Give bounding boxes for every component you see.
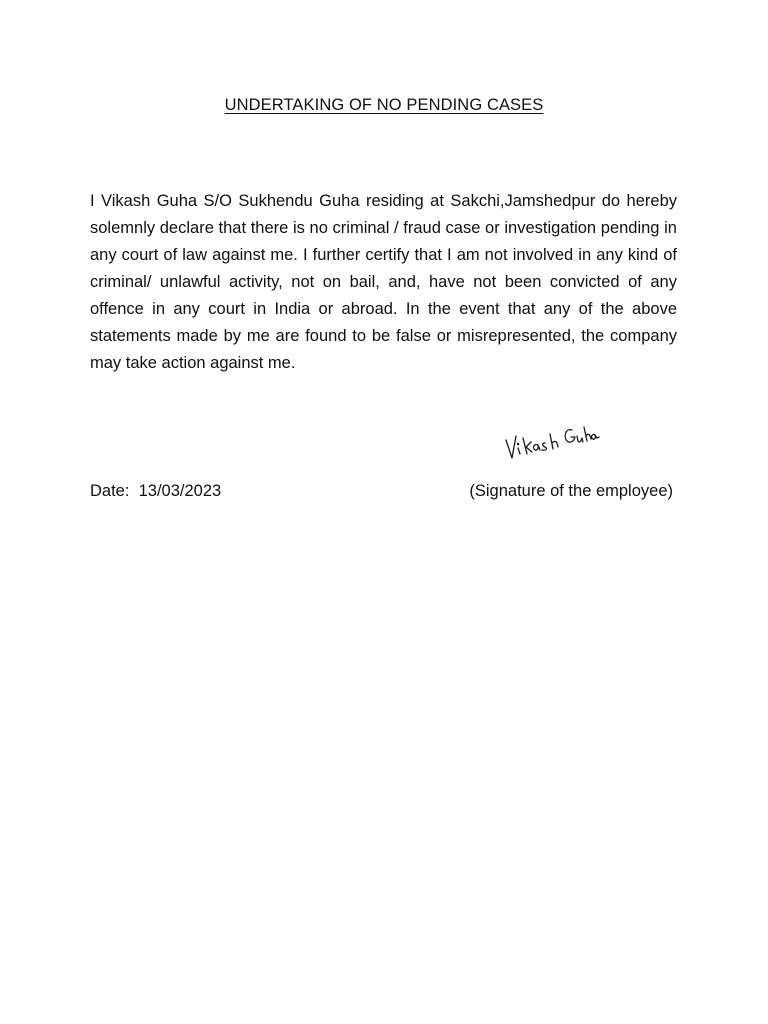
signature-label: (Signature of the employee): [469, 482, 673, 500]
date-label: Date:: [90, 482, 130, 500]
handwritten-signature: [500, 414, 600, 466]
date-value: 13/03/2023: [138, 482, 222, 500]
declaration-paragraph: I Vikash Guha S/O Sukhendu Guha residing at Sakchi,Jamshedpur do hereby solemnly declare that there is no criminal / fraud case or investigation pending in any court of law against me. I further certify that I am not involved in any kind of criminal/ unlawful activity, not on bail, and, have not been convicted of any offence in any court in India or abroad. In the event that any of the above statements made by me are found to be false or misrepresented, the company may take action against me.: [90, 192, 677, 372]
document-title: [0, 94, 768, 116]
date-line: [90, 480, 221, 502]
document-title-text: UNDERTAKING OF NO PENDING CASES: [224, 96, 544, 114]
